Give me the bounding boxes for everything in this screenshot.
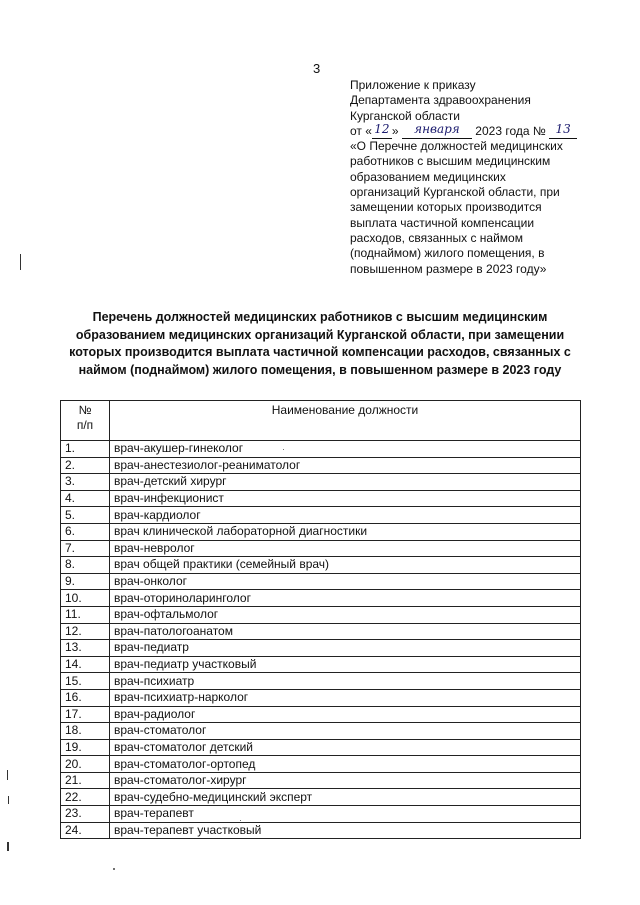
- row-position-name: врач-терапевт участковый: [110, 822, 581, 839]
- title-line-2: образованием медицинских организаций Курганской области, при замещении: [75, 327, 565, 342]
- table-row: [61, 656, 581, 673]
- row-number: 1.: [61, 441, 110, 458]
- row-number: 22.: [61, 789, 110, 806]
- scan-dot: [113, 868, 115, 870]
- header-number: [61, 401, 110, 441]
- row-number: 8.: [61, 557, 110, 574]
- table-row: [61, 673, 581, 690]
- row-number: 4.: [61, 490, 110, 507]
- table-body: [61, 441, 581, 839]
- row-position-name: врач-инфекционист: [110, 490, 581, 507]
- appendix-subject-line-3: образованием медицинских: [350, 169, 506, 184]
- table-row: [61, 789, 581, 806]
- table-row: [61, 490, 581, 507]
- row-position-name: врач-кардиолог: [110, 507, 581, 524]
- scan-mark: [8, 796, 9, 804]
- row-number: 10.: [61, 590, 110, 607]
- date-prefix: от «: [350, 123, 372, 138]
- scan-mark: [7, 770, 8, 780]
- row-number: 23.: [61, 806, 110, 823]
- table-row: [61, 457, 581, 474]
- row-number: 13.: [61, 640, 110, 657]
- order-number: 13: [555, 121, 571, 136]
- row-number: 2.: [61, 457, 110, 474]
- row-number: 12.: [61, 623, 110, 640]
- table-header-row: [61, 401, 581, 441]
- table-row: [61, 706, 581, 723]
- scan-mark: [20, 254, 21, 270]
- row-position-name: врач-детский хирург: [110, 474, 581, 491]
- table-row: [61, 573, 581, 590]
- row-position-name: врач общей практики (семейный врач): [110, 557, 581, 574]
- date-mid: »: [391, 123, 399, 138]
- table-row: [61, 822, 581, 839]
- appendix-line-2: Департамента здравоохранения: [350, 93, 531, 108]
- row-position-name: врач-педиатр: [110, 640, 581, 657]
- table-row: [61, 474, 581, 491]
- table-row: [61, 640, 581, 657]
- table-row: [61, 590, 581, 607]
- row-position-name: врач-стоматолог-хирург: [110, 772, 581, 789]
- appendix-subject-line-1: «О Перечне должностей медицинских: [350, 139, 563, 154]
- date-year: 2023 года №: [475, 123, 546, 138]
- title-line-3: которых производится выплата частичной компенсации расходов, связанных с: [69, 345, 571, 359]
- table-row: [61, 507, 581, 524]
- title-line-4: наймом (поднаймом) жилого помещения, в повышенном размере в 2023 году: [78, 362, 562, 377]
- row-position-name: врач-психиатр-нарколог: [110, 689, 581, 706]
- row-number: 18.: [61, 723, 110, 740]
- row-number: 9.: [61, 573, 110, 590]
- row-position-name: врач-терапевт: [110, 806, 581, 823]
- row-number: 20.: [61, 756, 110, 773]
- row-number: 21.: [61, 772, 110, 789]
- row-position-name: врач-акушер-гинеколог: [110, 441, 581, 458]
- table-row: [61, 540, 581, 557]
- row-number: 24.: [61, 822, 110, 839]
- row-position-name: врач-педиатр участковый: [110, 656, 581, 673]
- appendix-line-1: Приложение к приказу: [350, 78, 476, 92]
- appendix-subject-line-8: (поднаймом) жилого помещения, в: [350, 246, 545, 261]
- table-row: [61, 756, 581, 773]
- row-position-name: врач-онколог: [110, 573, 581, 590]
- table-row: [61, 723, 581, 740]
- row-number: 11.: [61, 606, 110, 623]
- row-number: 14.: [61, 656, 110, 673]
- scan-dot: [240, 820, 241, 821]
- appendix-line-3: Курганской области: [350, 108, 460, 123]
- row-number: 3.: [61, 474, 110, 491]
- row-position-name: врач-психиатр: [110, 673, 581, 690]
- row-number: 16.: [61, 689, 110, 706]
- row-number: 5.: [61, 507, 110, 524]
- document-title: [40, 309, 600, 379]
- appendix-subject-line-6: выплата частичной компенсации: [350, 215, 535, 230]
- row-number: 17.: [61, 706, 110, 723]
- title-line-1: Перечень должностей медицинских работников с высшим медицинским: [92, 310, 548, 324]
- table-row: [61, 606, 581, 623]
- appendix-subject-line-9: повышенном размере в 2023 году»: [350, 261, 547, 276]
- scan-dot: [283, 449, 284, 450]
- row-position-name: врач-радиолог: [110, 706, 581, 723]
- scan-mark: [7, 842, 9, 851]
- header-position-name: Наименование должности: [110, 401, 581, 441]
- table-row: [61, 806, 581, 823]
- date-day: 12: [374, 121, 390, 136]
- appendix-subject-line-7: расходов, связанных с наймом: [350, 230, 523, 245]
- appendix-subject-line-4: организаций Курганской области, при: [350, 185, 560, 200]
- table-row: [61, 623, 581, 640]
- table-row: [61, 557, 581, 574]
- row-position-name: врач-судебно-медицинский эксперт: [110, 789, 581, 806]
- page-number: 3: [313, 61, 321, 76]
- row-number: 6.: [61, 523, 110, 540]
- row-position-name: врач-анестезиолог-реаниматолог: [110, 457, 581, 474]
- appendix-subject-line-2: работников с высшим медицинским: [350, 154, 551, 169]
- table-row: [61, 689, 581, 706]
- table-row: [61, 441, 581, 458]
- row-position-name: врач-офтальмолог: [110, 606, 581, 623]
- table-row: [61, 772, 581, 789]
- appendix-block: [350, 78, 595, 277]
- row-position-name: врач-стоматолог: [110, 723, 581, 740]
- appendix-subject-line-5: замещении которых производится: [350, 200, 542, 215]
- row-number: 19.: [61, 739, 110, 756]
- row-number: 7.: [61, 540, 110, 557]
- row-number: 15.: [61, 673, 110, 690]
- table-row: [61, 739, 581, 756]
- header-number-line-2: п/п: [76, 418, 94, 432]
- appendix-date-line: [350, 121, 595, 139]
- row-position-name: врач-оториноларинголог: [110, 590, 581, 607]
- header-number-line-1: №: [78, 403, 92, 417]
- row-position-name: врач клинической лабораторной диагностики: [110, 523, 581, 540]
- date-month: января: [414, 121, 460, 136]
- row-position-name: врач-патологоанатом: [110, 623, 581, 640]
- table-row: [61, 523, 581, 540]
- positions-table: [60, 400, 581, 839]
- row-position-name: врач-стоматолог-ортопед: [110, 756, 581, 773]
- row-position-name: врач-невролог: [110, 540, 581, 557]
- row-position-name: врач-стоматолог детский: [110, 739, 581, 756]
